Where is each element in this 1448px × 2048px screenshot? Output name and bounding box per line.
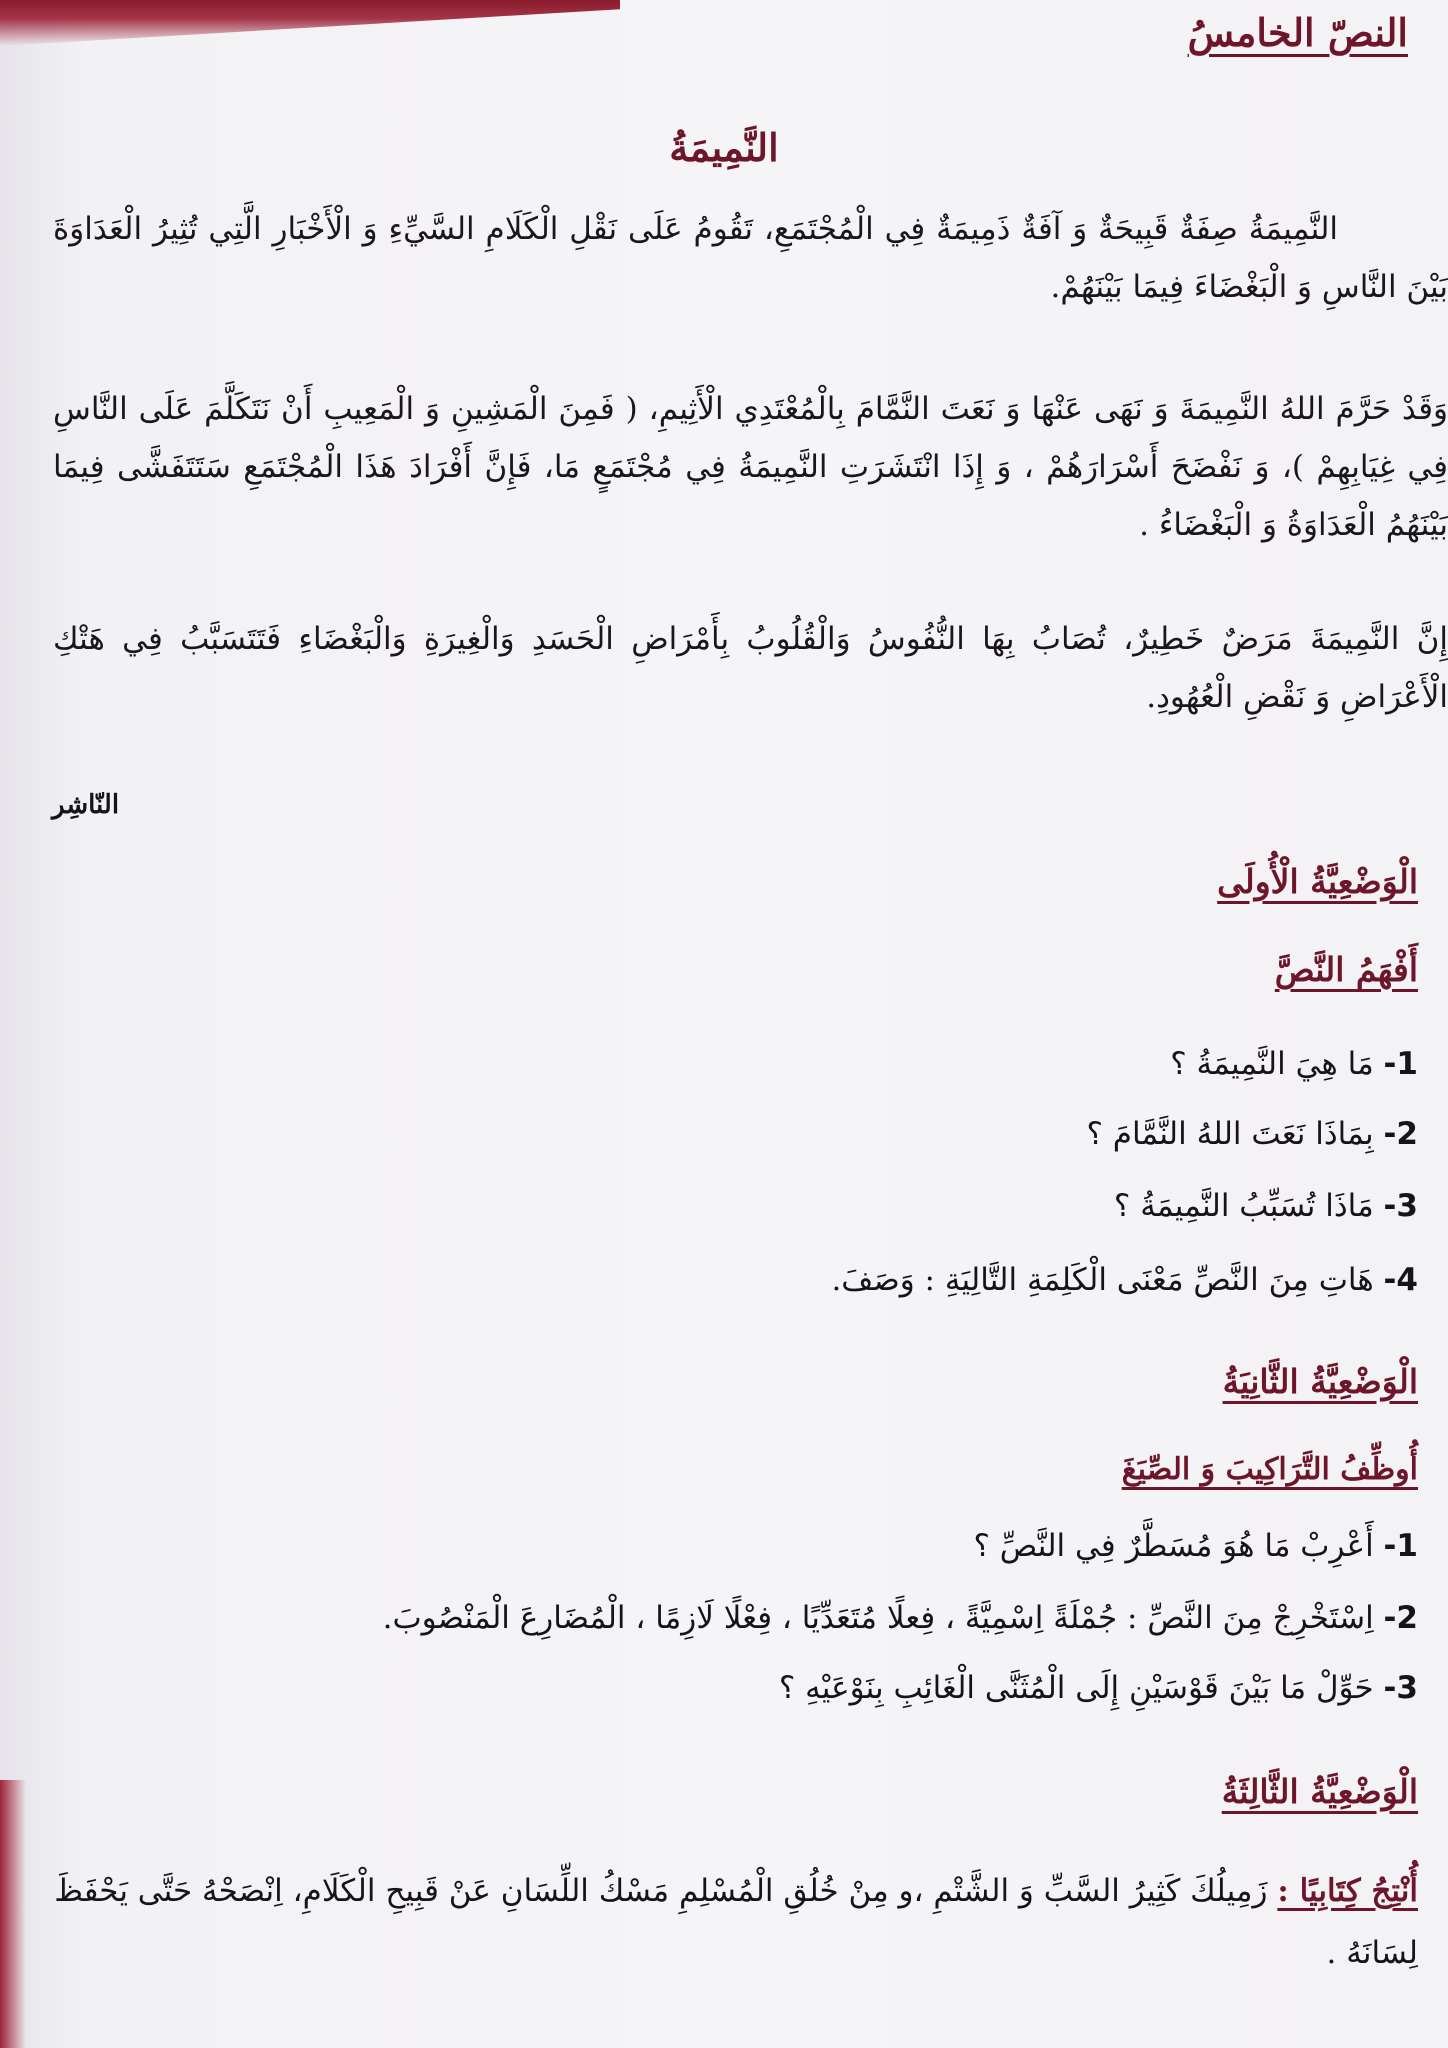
comprehension-question	[831, 1262, 1418, 1298]
grammar-exercise	[973, 1528, 1418, 1564]
reading-title: النَّمِيمَةُ	[669, 125, 779, 170]
situation-2-title: الْوَضْعِيَّةُ الثَّانِيَةُ	[1222, 1362, 1418, 1401]
comprehension-question	[1086, 1116, 1418, 1152]
comprehension-question	[1114, 1188, 1418, 1224]
situation-1-title: الْوَضْعِيَّةُ الْأُولَى	[1217, 862, 1418, 901]
question-text: بِمَاذَا نَعَتَ اللهُ النَّمَّامَ ؟	[1086, 1116, 1374, 1152]
question-text: مَاذَا تُسَبِّبُ النَّمِيمَةُ ؟	[1113, 1188, 1374, 1224]
exercise-number: 3-	[1383, 1670, 1418, 1706]
question-number: 1-	[1383, 1046, 1418, 1082]
comprehension-question	[1170, 1046, 1418, 1082]
situation-1-subtitle: أَفْهَمُ النَّصَّ	[1274, 950, 1418, 989]
exercise-text: اِسْتَخْرِجْ مِنَ النَّصِّ : جُمْلَةً اِسْمِيَّةً ، فِعلًا مُتَعَدِّيًا ، فِعْلًا لَازِمًا ، الْمُضَارِعَ الْمَنْصُوبَ.	[382, 1600, 1374, 1636]
exercise-number: 1-	[1383, 1528, 1418, 1564]
exercise-text: حَوِّلْ مَا بَيْنَ قَوْسَيْنِ إِلَى الْمُثَنَّى الْغَائِبِ بِنَوْعَيْهِ ؟	[778, 1670, 1374, 1706]
question-number: 3-	[1383, 1188, 1418, 1224]
grammar-exercise	[779, 1670, 1418, 1706]
reading-paragraph-2: وَقَدْ حَرَّمَ اللهُ النَّمِيمَةَ وَ نَهَى عَنْهَا وَ نَعَتَ النَّمَّامَ بِالْمُعْتَدِي الْأَثِيمِ، ( فَمِنَ الْمَشِينِ وَ الْمَعِيبِ أَنْ نَتَكَلَّمَ عَلَى النَّاسِ فِي غِيَابِهِمْ )، وَ نَفْضَحَ أَسْرَارَهُمْ ، وَ إِذَا انْتَشَرَتِ النَّمِيمَةُ فِي مُجْتَمَعٍ مَا، فَإِنَّ أَفْرَادَ هَذَا الْمُجْتَمَعِ سَتَتَفَشَّى فِيمَا بَيْنَهُمُ الْعَدَاوَةُ وَ الْبَغْضَاءُ .	[53, 391, 1448, 543]
page-edge-shadow-left	[0, 1780, 26, 2048]
writing-task	[38, 1860, 1418, 1984]
writing-task-label: أُنْتِجُ كِتَابِيًا :	[1277, 1873, 1418, 1909]
question-text: هَاتِ مِنَ النَّصِّ مَعْنَى الْكَلِمَةِ التَّالِيَةِ : وَصَفَ.	[831, 1262, 1374, 1298]
grammar-exercise	[383, 1600, 1418, 1636]
situation-3-title: الْوَضْعِيَّةُ الثَّالِثَةُ	[1221, 1772, 1418, 1811]
author-name: النّاشِر	[52, 790, 120, 820]
exercise-text: أَعْرِبْ مَا هُوَ مُسَطَّرٌ فِي النَّصِّ ؟	[973, 1528, 1374, 1564]
question-number: 2-	[1383, 1116, 1418, 1152]
reading-paragraph-3: إِنَّ النَّمِيمَةَ مَرَضٌ خَطِيرٌ، تُصَابُ بِهَا النُّفُوسُ وَالْقُلُوبُ بِأَمْرَاضِ الْحَسَدِ وَالْغِيرَةِ وَالْبَغْضَاءِ فَتَتَسَبَّبُ فِي هَتْكِ الْأَعْرَاضِ وَ نَقْضِ الْعُهُودِ.	[53, 621, 1448, 715]
writing-task-text: زَمِيلُكَ كَثِيرُ السَّبِّ وَ الشَّتْمِ ،و مِنْ خُلُقِ الْمُسْلِمِ مَسْكُ اللِّسَانِ عَنْ قَبِيحِ الْكَلَامِ، اِنْصَحْهُ حَتَّى يَحْفَظَ لِسَانَهُ .	[54, 1873, 1418, 1971]
question-number: 4-	[1383, 1262, 1418, 1298]
exercise-number: 2-	[1383, 1600, 1418, 1636]
page-edge-shadow	[0, 0, 620, 46]
text-number-heading: النصّ الخامسُ	[1187, 10, 1408, 55]
question-text: مَا هِيَ النَّمِيمَةُ ؟	[1170, 1046, 1374, 1082]
situation-2-subtitle: أُوظِّفُ التَّرَاكِيبَ وَ الصِّيَغَ	[1121, 1452, 1418, 1487]
reading-paragraph-1: النَّمِيمَةُ صِفَةٌ قَبِيحَةٌ وَ آفَةٌ ذَمِيمَةٌ فِي الْمُجْتَمَعِ، تَقُومُ عَلَى نَقْلِ الْكَلَامِ السَّيِّءِ وَ الْأَخْبَارِ الَّتِي تُثِيرُ الْعَدَاوَةَ بَيْنَ النَّاسِ وَ الْبَغْضَاءَ فِيمَا بَيْنَهُمْ.	[53, 211, 1448, 305]
